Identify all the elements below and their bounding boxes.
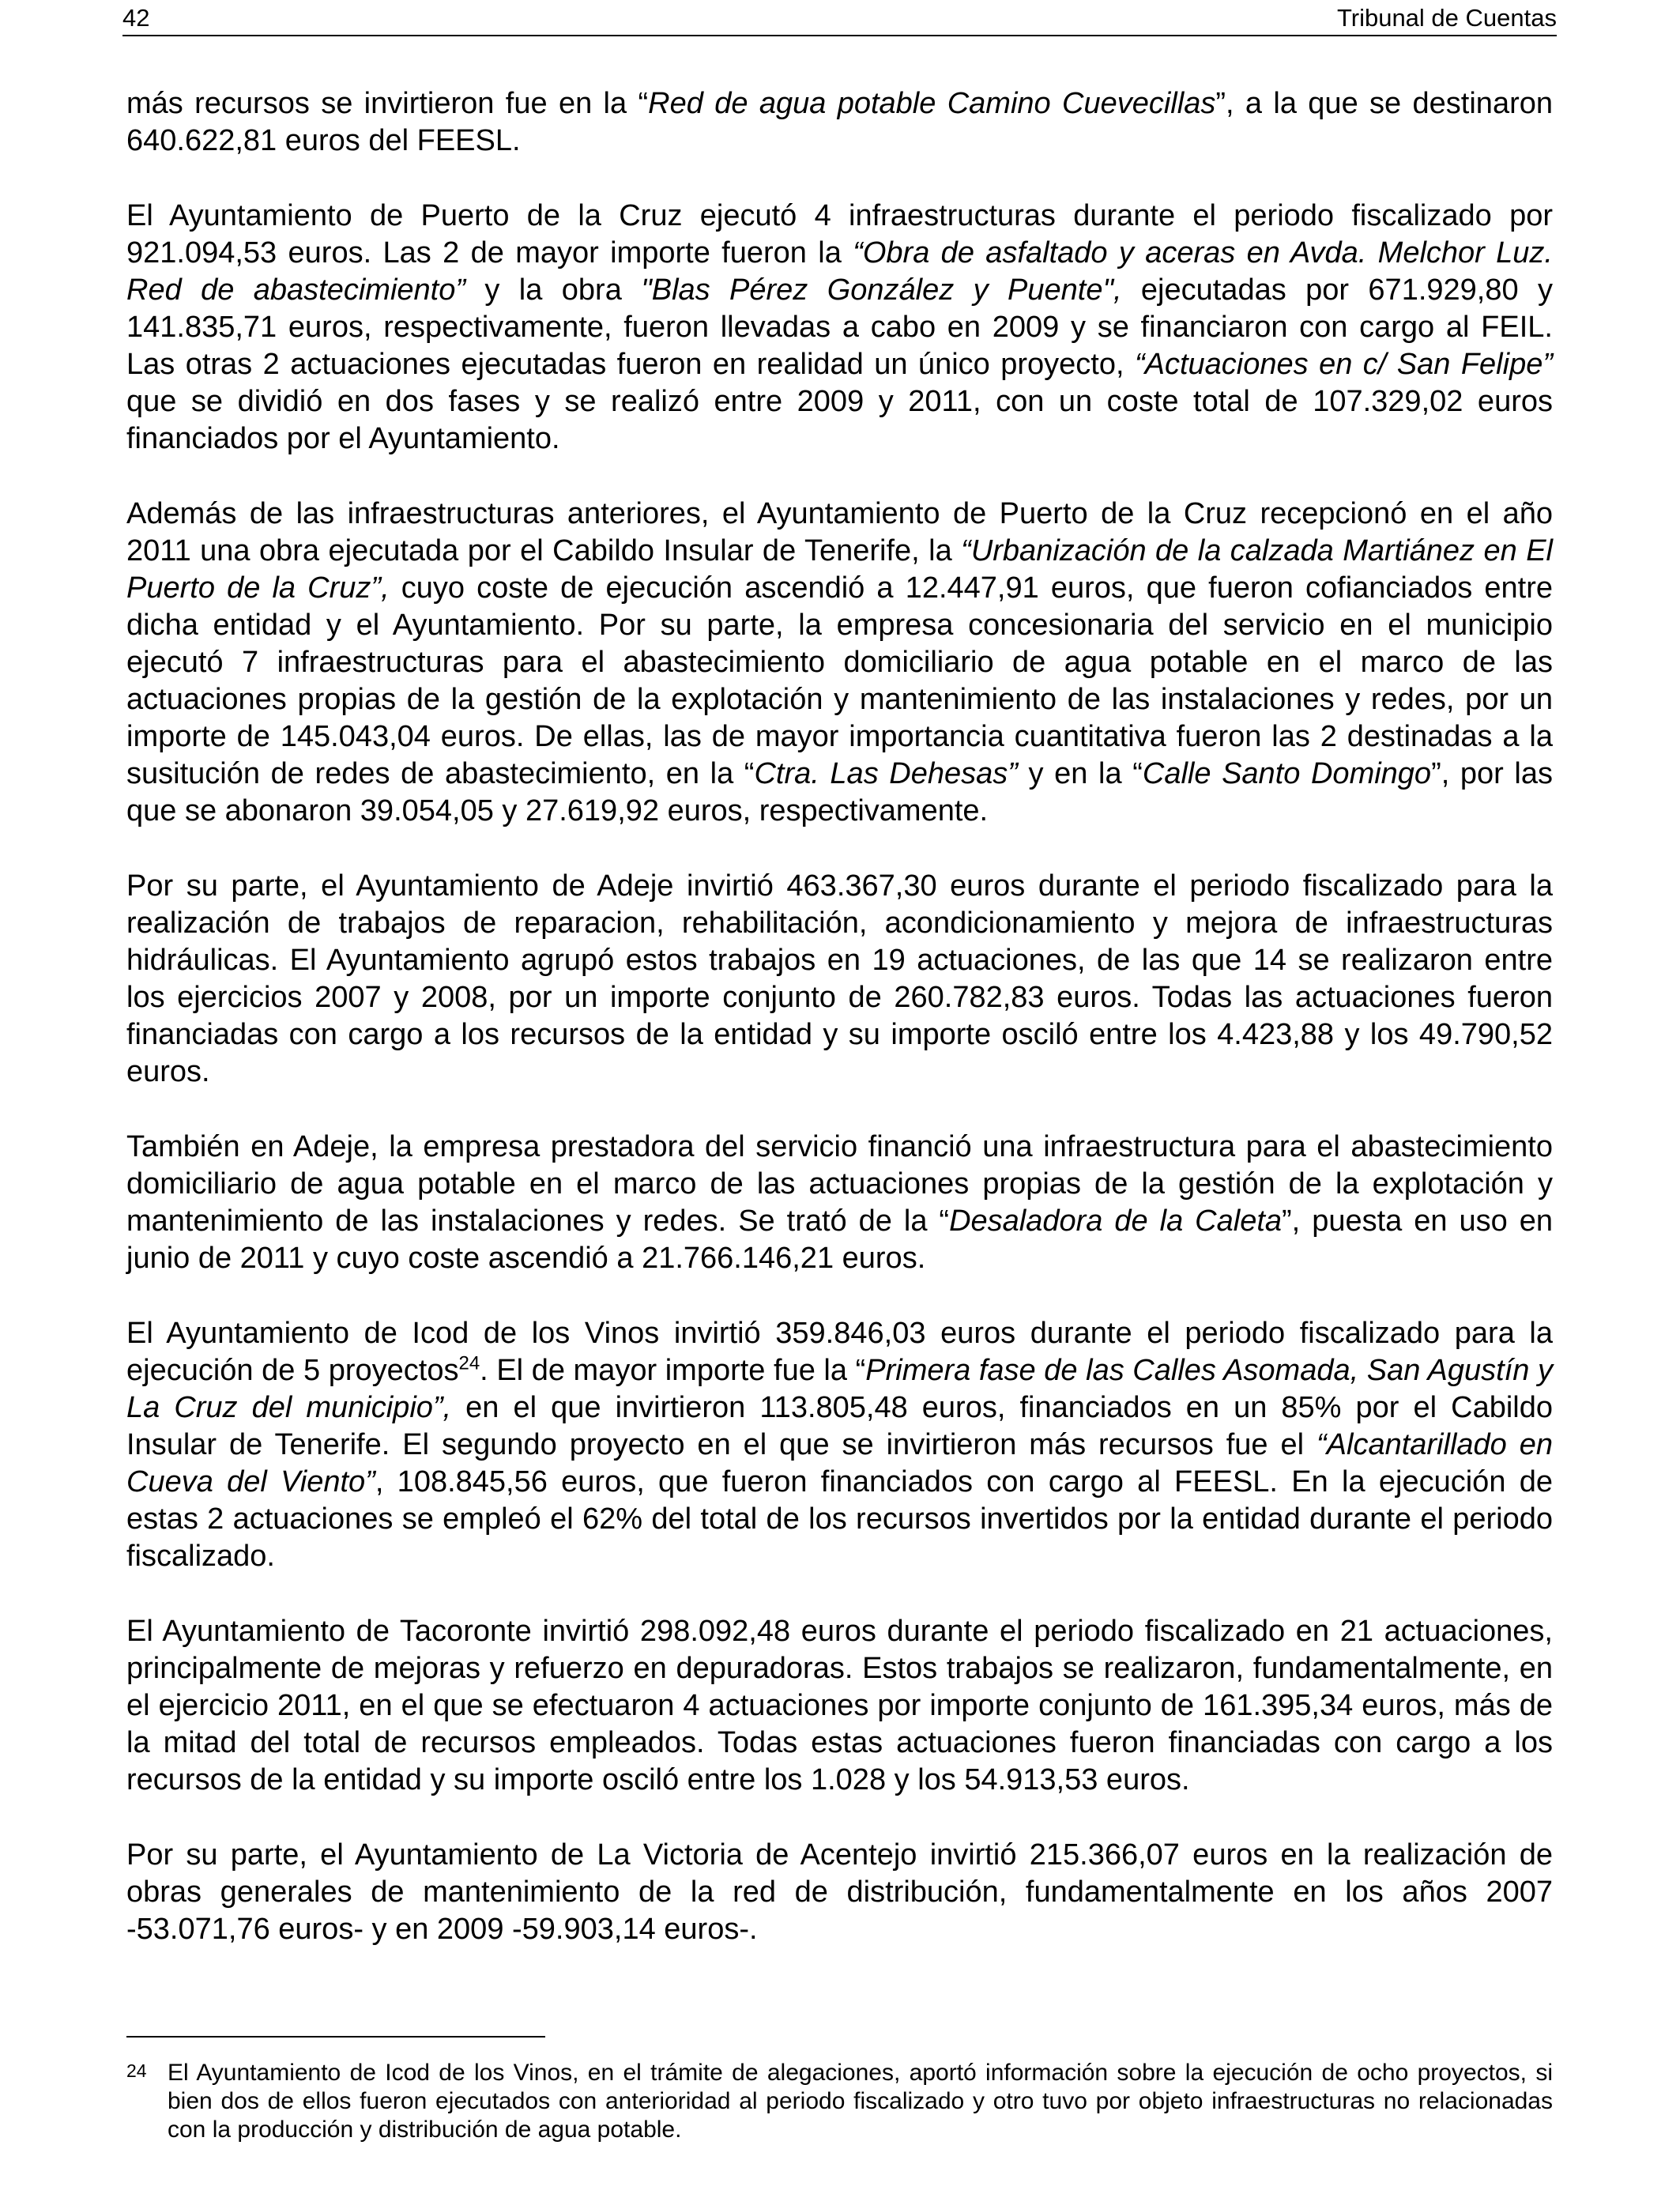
footnote-number: 24 <box>126 2060 147 2081</box>
footnote-separator <box>126 2036 545 2038</box>
page-header <box>122 0 1557 36</box>
paragraph-3: Además de las infraestructuras anteriores, el Ayuntamiento de Puerto de la Cruz recepcionó en el año 2011 una obra ejecutada por el Cabildo Insular de Tenerife, la “Urbanización de la calzada Martiánez en El Puerto de la Cruz”, cuyo coste de ejecución ascendió a 12.447,91 euros, que fueron cofianciados entre dicha entidad y el Ayuntamiento. Por su parte, la empresa concesionaria del servicio en el municipio ejecutó 7 infraestructuras para el abastecimiento domiciliario de agua potable en el marco de las actuaciones propias de la gestión de la explotación y mantenimiento de las instalaciones y redes, por un importe de 145.043,04 euros. De ellas, las de mayor importancia cuantitativa fueron las 2 destinadas a la susitución de redes de abastecimiento, en la “Ctra. Las Dehesas” y en la “Calle Santo Domingo”, por las que se abonaron 39.054,05 y 27.619,92 euros, respectivamente. <box>126 497 1554 827</box>
paragraph-5: También en Adeje, la empresa prestadora del servicio financió una infraestructura para el abastecimiento domiciliario de agua potable en el marco de las actuaciones propias de la gestión de la explotación y mantenimiento de las instalaciones y redes. Se trató de la “Desaladora de la Caleta”, puesta en uso en junio de 2011 y cuyo coste ascendió a 21.766.146,21 euros. <box>126 1130 1554 1275</box>
header-organization: Tribunal de Cuentas <box>1336 4 1557 32</box>
paragraph-4: Por su parte, el Ayuntamiento de Adeje invirtió 463.367,30 euros durante el periodo fiscalizado para la realización de trabajos de reparacion, rehabilitación, acondicionamiento y mejora de infraestructuras hidráulicas. El Ayuntamiento agrupó estos trabajos en 19 actuaciones, de las que 14 se realizaron entre los ejercicios 2007 y 2008, por un importe conjunto de 260.782,83 euros. Todas las actuaciones fueron financiadas con cargo a los recursos de la entidad y su importe osciló entre los 4.423,88 y los 49.790,52 euros. <box>126 869 1553 1088</box>
page-number: 42 <box>122 4 150 32</box>
paragraph-8: Por su parte, el Ayuntamiento de La Victoria de Acentejo invirtió 215.366,07 euros en la realización de obras generales de mantenimiento de la red de distribución, fundamentalmente en los años 2007 -53.071,76 euros- y en 2009 -59.903,14 euros-. <box>126 1838 1553 1946</box>
paragraph-1: más recursos se invirtieron fue en la “Red de agua potable Camino Cuevecillas”, a la que se destinaron 640.622,81 euros del FEESL. <box>126 87 1553 157</box>
footnote-text: El Ayuntamiento de Icod de los Vinos, en el trámite de alegaciones, aportó información sobre la ejecución de ocho proyectos, si bien dos de ellos fueron ejecutados con anterioridad al periodo fiscalizado y otro tuvo por objeto infraestructuras no relacionadas con la producción y distribución de agua potable. <box>168 2060 1553 2143</box>
paragraph-2: El Ayuntamiento de Puerto de la Cruz ejecutó 4 infraestructuras durante el periodo fiscalizado por 921.094,53 euros. Las 2 de mayor importe fueron la “Obra de asfaltado y aceras en Avda. Melchor Luz. Red de abastecimiento” y la obra "Blas Pérez González y Puente", ejecutadas por 671.929,80 y 141.835,71 euros, respectivamente, fueron llevadas a cabo en 2009 y se financiaron con cargo al FEIL. Las otras 2 actuaciones ejecutadas fueron en realidad un único proyecto, “Actuaciones en c/ San Felipe” que se dividió en dos fases y se realizó entre 2009 y 2011, con un coste total de 107.329,02 euros financiados por el Ayuntamiento. <box>126 199 1553 455</box>
paragraph-6: El Ayuntamiento de Icod de los Vinos invirtió 359.846,03 euros durante el periodo fiscalizado para la ejecución de 5 proyectos$^{24}$. El de mayor importe fue la “Primera fase de las Calles Asomada, San Agustín y La Cruz del municipio”, en el que invirtieron 113.805,48 euros, financiados en un 85% por el Cabildo Insular de Tenerife. El segundo proyecto en el que se invirtieron más recursos fue el “Alcantarillado en Cueva del Viento”, 108.845,56 euros, que fueron financiados con cargo al FEESL. En la ejecución de estas 2 actuaciones se empleó el 62% del total de los recursos invertidos por la entidad durante el periodo fiscalizado. <box>126 1317 1554 1573</box>
footnote-reference[interactable]: 24 <box>458 1352 480 1374</box>
footnote <box>126 2059 1553 2144</box>
document-body <box>126 85 1553 1986</box>
paragraph-7: El Ayuntamiento de Tacoronte invirtió 298.092,48 euros durante el periodo fiscalizado en 21 actuaciones, principalmente de mejoras y refuerzo en depuradoras. Estos trabajos se realizaron, fundamentalmente, en el ejercicio 2011, en el que se efectuaron 4 actuaciones por importe conjunto de 161.395,34 euros, más de la mitad del total de recursos empleados. Todas estas actuaciones fueron financiadas con cargo a los recursos de la entidad y su importe osciló entre los 1.028 y los 54.913,53 euros. <box>126 1615 1553 1796</box>
